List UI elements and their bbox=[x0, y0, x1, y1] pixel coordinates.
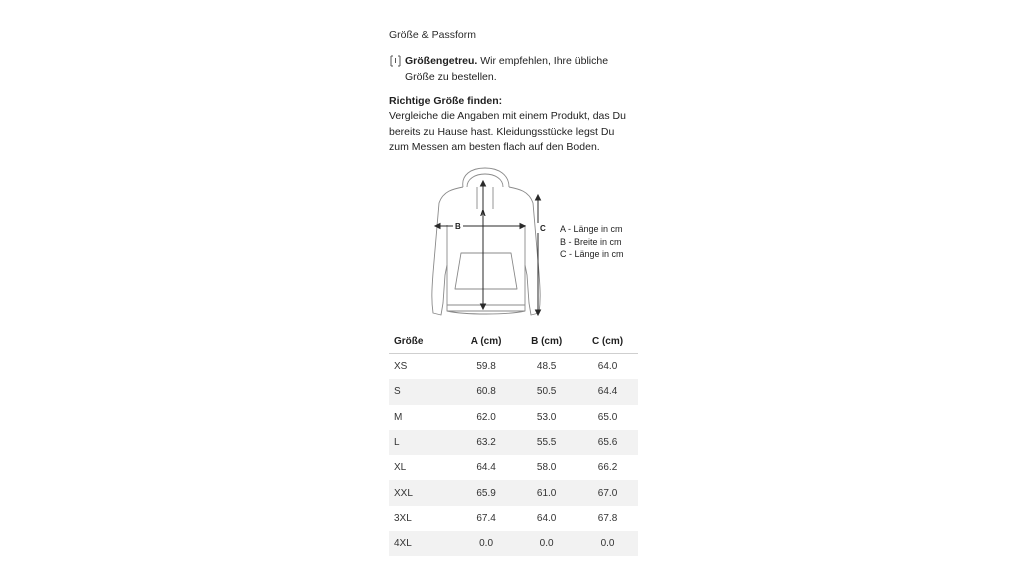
c-cell: 0.0 bbox=[577, 531, 638, 556]
a-cell: 67.4 bbox=[476, 512, 496, 524]
size-cell: 4XL bbox=[389, 531, 456, 556]
table-row bbox=[389, 354, 638, 380]
table-row bbox=[389, 531, 638, 556]
table-row bbox=[389, 506, 638, 531]
b-cell: 61.0 bbox=[516, 480, 577, 505]
a-cell: 59.8 bbox=[476, 361, 496, 373]
diagram-label-c: C bbox=[540, 224, 546, 233]
a-cell: 0.0 bbox=[456, 531, 516, 556]
table-row bbox=[389, 430, 638, 455]
table-row bbox=[389, 480, 638, 505]
ruler-icon bbox=[390, 55, 401, 67]
table-row bbox=[389, 405, 638, 430]
size-cell: M bbox=[394, 411, 403, 423]
size-table bbox=[389, 329, 638, 556]
find-size-title: Richtige Größe finden: bbox=[389, 95, 503, 107]
size-cell: XXL bbox=[389, 480, 456, 505]
size-cell: S bbox=[389, 379, 456, 404]
measurement-legend bbox=[560, 223, 624, 261]
column-header: Größe bbox=[389, 329, 456, 354]
a-cell: 64.4 bbox=[476, 462, 496, 474]
column-header: C (cm) bbox=[577, 329, 638, 354]
size-cell: L bbox=[389, 430, 456, 455]
legend-item-c: C - Länge in cm bbox=[560, 249, 624, 260]
size-cell: 3XL bbox=[394, 512, 412, 524]
hoodie-diagram bbox=[425, 165, 549, 321]
find-size-body: Vergleiche die Angaben mit einem Produkt, das Du bereits zu Hause hast. Kleidungsstücke legst Du zum Messen am besten flach auf den Boden. bbox=[389, 110, 626, 153]
b-cell: 53.0 bbox=[536, 411, 557, 423]
size-cell: XL bbox=[394, 462, 407, 474]
section-title: Größe & Passform bbox=[389, 29, 476, 41]
a-cell: 62.0 bbox=[476, 411, 496, 423]
diagram-label-b: B bbox=[455, 222, 461, 231]
table-row bbox=[389, 455, 638, 480]
legend-item-a: A - Länge in cm bbox=[560, 224, 623, 234]
column-header: B (cm) bbox=[516, 329, 577, 354]
fit-text bbox=[405, 54, 635, 85]
c-cell: 66.2 bbox=[597, 462, 618, 474]
a-cell: 60.8 bbox=[456, 379, 516, 404]
b-cell: 55.5 bbox=[516, 430, 577, 455]
c-cell: 64.0 bbox=[597, 361, 618, 373]
fit-description: Wir empfehlen, Ihre übliche Größe zu bestellen. bbox=[405, 55, 609, 83]
c-cell: 65.6 bbox=[577, 430, 638, 455]
a-cell: 63.2 bbox=[456, 430, 516, 455]
b-cell: 0.0 bbox=[516, 531, 577, 556]
table-row bbox=[389, 379, 638, 404]
b-cell: 50.5 bbox=[516, 379, 577, 404]
legend-item-b: B - Breite in cm bbox=[560, 236, 622, 247]
c-cell: 67.8 bbox=[597, 512, 618, 524]
c-cell: 64.4 bbox=[577, 379, 638, 404]
b-cell: 48.5 bbox=[536, 361, 557, 373]
c-cell: 65.0 bbox=[597, 411, 618, 423]
c-cell: 67.0 bbox=[577, 480, 638, 505]
diagram-label-a: A bbox=[480, 209, 486, 218]
a-cell: 65.9 bbox=[456, 480, 516, 505]
b-cell: 58.0 bbox=[536, 462, 557, 474]
b-cell: 64.0 bbox=[536, 512, 557, 524]
fit-bold: Größengetreu. bbox=[405, 55, 478, 67]
size-cell: XS bbox=[394, 361, 408, 373]
table-header-row bbox=[389, 329, 638, 354]
column-header: A (cm) bbox=[456, 329, 516, 354]
